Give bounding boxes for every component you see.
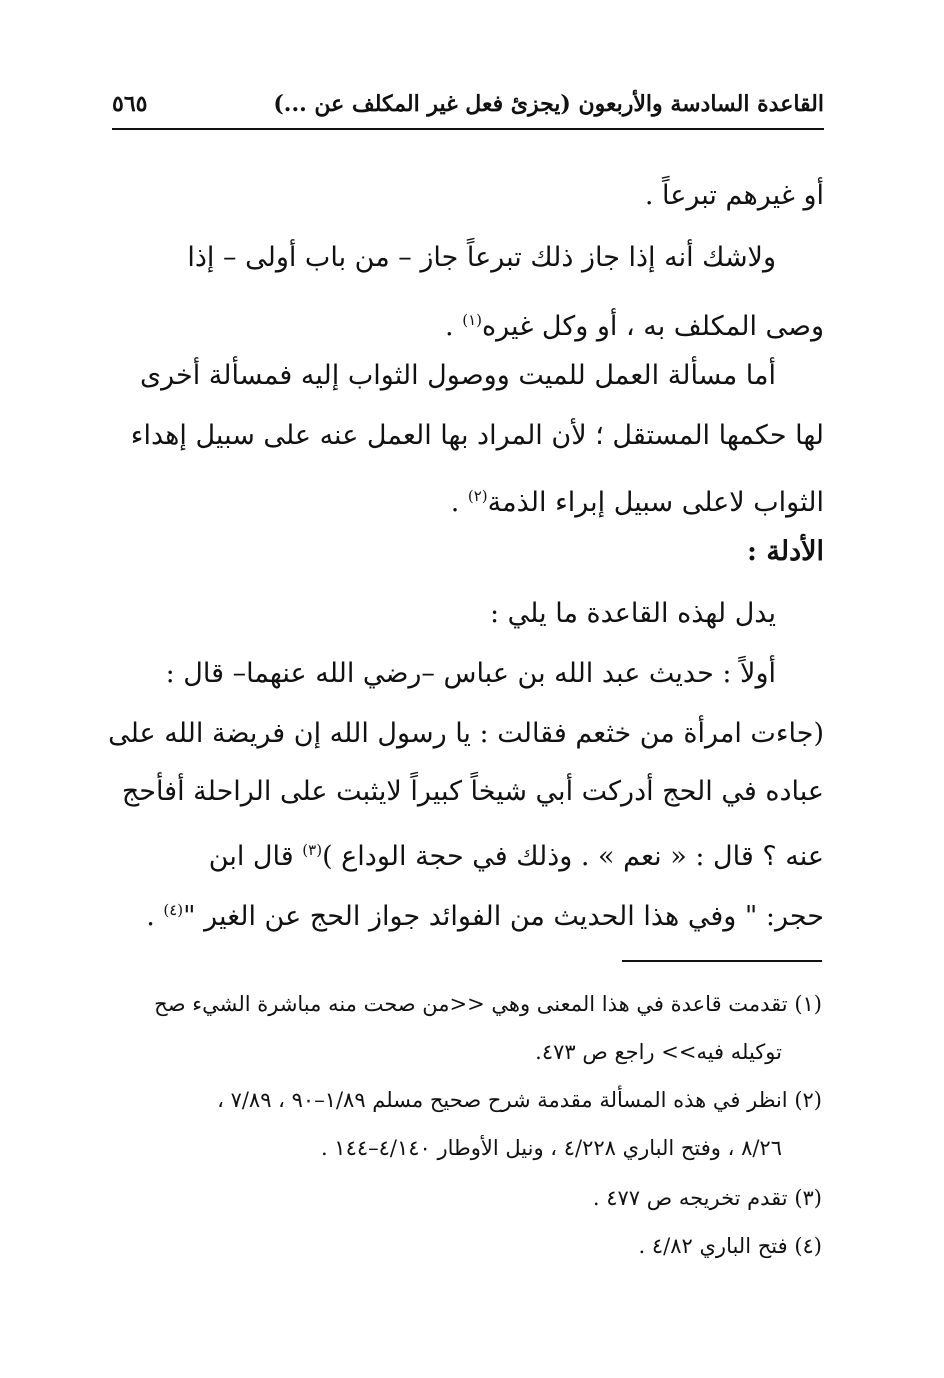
body-line-6: الثواب لاعلى سبيل إبراء الذمة$^{(٢)}$ . [450,487,824,518]
body-line-5: لها حكمها المستقل ؛ لأن المراد بها العمل عنه على سبيل إهداء [130,420,824,451]
footnote-1: (١) تقدمت قاعدة في هذا المعنى وهي <<من صحت منه مباشرة الشيء صح [154,992,822,1016]
header-title: القاعدة السادسة والأربعون (يجزئ فعل غير المكلف عن ...) [273,91,824,117]
footnote-ref-4: (٤) [163,901,184,919]
footnote-separator [622,960,822,962]
footnote-ref-1: (١) [462,311,482,329]
body-line-13: حجر: " وفي هذا الحديث من الفوائد جواز الحج عن الغير "$^{(٤)}$ . [146,901,824,932]
footnote-ref-2: (٢) [467,487,488,505]
body-line-4: أما مسألة العمل للميت ووصول الثواب إليه فمسألة أخرى [140,360,776,391]
body-line-12: عنه ؟ قال : « نعم » . وذلك في حجة الوداع )$^{(٣)}$ قال ابن [208,841,824,872]
section-heading: الأدلة : [747,536,824,567]
footnote-ref-3: (٣) [302,841,323,859]
body-line-11: عباده في الحج أدركت أبي شيخاً كبيراً لايثبت على الراحلة أفأحج [121,776,824,807]
body-line-1: أو غيرهم تبرعاً . [644,180,824,211]
running-header [112,80,824,130]
body-line-2: ولاشك أنه إذا جاز ذلك تبرعاً جاز – من باب أولى – إذا [187,242,776,273]
footnote-4: (٤) فتح الباري ٤/٨٢ . [638,1234,822,1258]
footnote-2: (٢) انظر في هذه المسألة مقدمة شرح صحيح مسلم ١/٨٩–٩٠ ، ٧/٨٩ ، [217,1088,822,1112]
body-line-8: يدل لهذه القاعدة ما يلي : [490,598,776,629]
body-line-9: أولاً : حديث عبد الله بن عباس –رضي الله عنهما– قال : [165,658,776,689]
footnote-2-cont: ٨/٢٦ ، وفتح الباري ٤/٢٢٨ ، ونيل الأوطار ٤/١٤٠–١٤٤ . [320,1136,782,1160]
page-number: ٥٦٥ [112,91,148,117]
body-line-3: وصى المكلف به ، أو وكل غيره$^{(١)}$ . [445,311,824,342]
footnote-1-cont: توكيله فيه>> راجع ص ٤٧٣. [535,1040,782,1064]
body-line-10: (جاءت امرأة من خثعم فقالت : يا رسول الله إن فريضة الله على [108,718,824,749]
footnote-3: (٣) تقدم تخريجه ص ٤٧٧ . [592,1186,822,1210]
